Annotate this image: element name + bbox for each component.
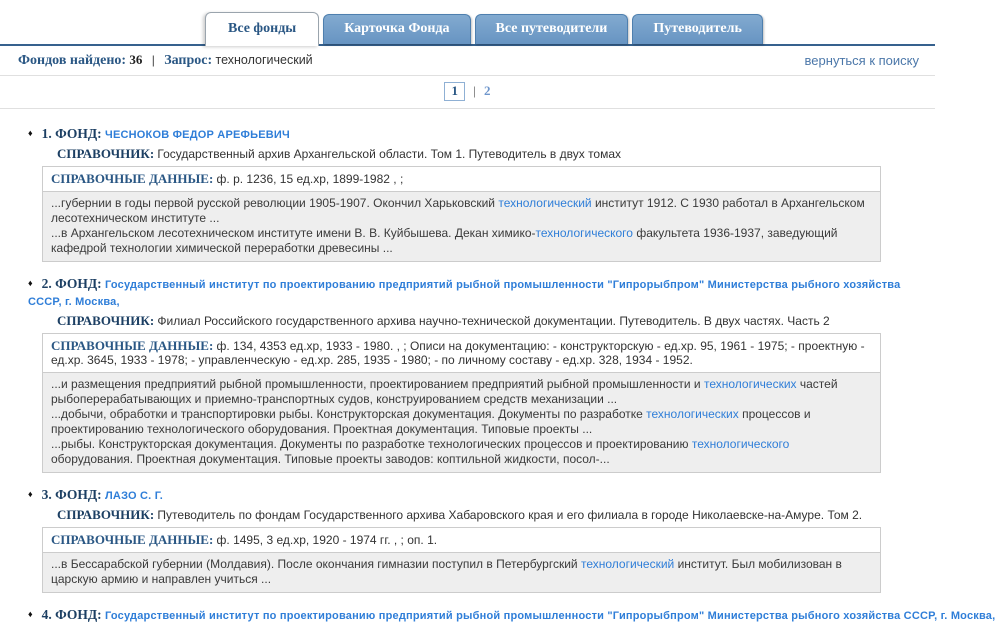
snippet-text: ...губернии в годы первой русской революции 1905-1907. Окончил Харьковский [51, 196, 499, 210]
snippet-text: институт. Был мобилизован в царскую армию и направлен учиться ... [51, 557, 842, 586]
summary-separator: | [151, 53, 155, 67]
snippets [43, 372, 880, 472]
found-label: Фондов найдено: [18, 53, 127, 68]
guide-line [57, 313, 935, 329]
snippet-line [51, 226, 872, 256]
reference-data-value: ф. 1495, 3 ед.хр, 1920 - 1974 гг. , ; оп. 1. [216, 533, 438, 547]
result-details-box [42, 333, 881, 473]
guide-label: СПРАВОЧНИК: [57, 313, 158, 328]
snippet-text: ...в Архангельском лесотехническом институте имени В. В. Куйбышева. Декан химико- [51, 226, 536, 240]
fund-name-link[interactable]: ЧЕСНОКОВ ФЕДОР АРЕФЬЕВИЧ [105, 129, 290, 141]
result-details-box [42, 166, 881, 262]
snippet-line [51, 407, 872, 437]
tab-fund-card[interactable]: Карточка Фонда [323, 14, 470, 44]
result-number: 3. [41, 487, 56, 502]
guide-line [57, 146, 935, 162]
guide-label: СПРАВОЧНИК: [57, 507, 158, 522]
guide-text: Государственный архив Архангельской области. Том 1. Путеводитель в двух томах [157, 147, 622, 161]
tab-all-guides[interactable]: Все путеводители [475, 14, 629, 44]
fund-label: ФОНД: [55, 487, 106, 502]
tab-guide[interactable]: Путеводитель [632, 14, 763, 44]
reference-data-label: СПРАВОЧНЫЕ ДАННЫЕ: [51, 338, 217, 353]
snippet-line [51, 196, 872, 226]
reference-data-value: ф. р. 1236, 15 ед.хр, 1899-1982 , ; [216, 172, 404, 186]
fund-label: ФОНД: [55, 276, 106, 291]
fund-name-link[interactable]: ЛАЗО С. Г. [105, 490, 164, 502]
reference-data-value: ф. 134, 4353 ед.хр, 1933 - 1980. , ; Описи на документацию: - конструкторскую - ед.хр. 95, 1961 - 1975; - проектную - ед.хр. 3645, 1933 - 1978; - управленческую - ед.хр. 285, 1935 - 1980; - по личному составу - ед.хр. 328, 1934 - 1952. [51, 339, 865, 367]
query-label: Запрос: [164, 53, 213, 68]
results-header [0, 46, 935, 76]
guide-text: Филиал Российского государственного архива научно-технической документации. Путеводитель. В двух частях. Часть 2 [157, 314, 830, 328]
result-item [28, 486, 935, 593]
snippet-text: процессов и проектированию технологического оборудования. Проектная документация. Типовые проекты ... [51, 407, 811, 436]
result-title [28, 275, 935, 310]
fund-name-link[interactable]: Государственный институт по проектированию предприятий рыбной промышленности "Гипрорыбпром" Министерства рыбного хозяйства СССР, г. Москва, [28, 279, 901, 308]
fund-label: ФОНД: [55, 607, 106, 622]
highlighted-term: технологического [691, 437, 790, 451]
highlighted-term: технологический [580, 557, 675, 571]
fund-name-link[interactable]: Государственный институт по проектированию предприятий рыбной промышленности "Гипрорыбпром" Министерства рыбного хозяйства СССР, г. Москва, [105, 610, 995, 622]
guide-label: СПРАВОЧНИК: [57, 146, 158, 161]
snippet-text: частей рыбоперерабатывающих и приемно-транспортных судов, конструированием средств механизации ... [51, 377, 838, 406]
page-link-2[interactable]: 2 [484, 83, 491, 98]
bullet-icon: ♦ [28, 489, 33, 499]
snippet-text: ...и размещения предприятий рыбной промышленности, проектированием предприятий рыбной промышленности и [51, 377, 704, 391]
bullet-icon: ♦ [28, 128, 33, 138]
snippet-line [51, 437, 872, 467]
results-list [0, 109, 995, 624]
highlighted-term: технологического [535, 226, 633, 240]
snippets [43, 191, 880, 261]
bullet-icon: ♦ [28, 278, 33, 288]
snippet-text: ...добычи, обработки и транспортировки рыбы. Конструкторская документация. Документы по разработке [51, 407, 647, 421]
snippet-line [51, 557, 872, 587]
snippet-text: институт 1912. С 1930 работал в Архангельском лесотехническом институте ... [51, 196, 865, 225]
highlighted-term: технологических [646, 407, 739, 421]
guide-line [57, 507, 935, 523]
reference-data [43, 528, 880, 552]
tab-bar [0, 0, 935, 46]
result-title [28, 606, 995, 624]
result-item [28, 125, 935, 262]
fund-label: ФОНД: [55, 126, 106, 141]
snippets [43, 552, 880, 592]
result-details-box [42, 527, 881, 593]
result-number: 2. [41, 276, 56, 291]
highlighted-term: технологический [498, 196, 592, 210]
page-current[interactable]: 1 [444, 82, 465, 101]
snippet-line [51, 377, 872, 407]
result-number: 1. [41, 126, 56, 141]
snippet-text: факультета 1936-1937, заведующий кафедрой технологии химической переработки древесины ... [51, 226, 838, 255]
result-title [28, 125, 935, 143]
reference-data-label: СПРАВОЧНЫЕ ДАННЫЕ: [51, 532, 217, 547]
back-to-search-link[interactable]: вернуться к поиску [804, 53, 919, 68]
snippet-text: ...в Бессарабской губернии (Молдавия). После окончания гимназии поступил в Петербургский [51, 557, 581, 571]
highlighted-term: технологических [703, 377, 797, 391]
reference-data [43, 167, 880, 191]
bullet-icon: ♦ [28, 609, 33, 619]
tab-all-funds[interactable]: Все фонды [205, 12, 319, 46]
result-item [28, 275, 935, 473]
result-item [28, 606, 995, 624]
search-summary [18, 52, 313, 69]
reference-data-label: СПРАВОЧНЫЕ ДАННЫЕ: [51, 171, 217, 186]
found-count: 36 [129, 52, 143, 67]
reference-data [43, 334, 880, 372]
snippet-text: оборудования. Проектная документация. Типовые проекты заводов: коптильной жидкости, посол-... [51, 452, 610, 466]
result-number: 4. [41, 607, 56, 622]
query-value: технологический [215, 53, 313, 67]
snippet-text: ...рыбы. Конструкторская документация. Документы по разработке технологических процессов и проектированию [51, 437, 692, 451]
pagination [0, 76, 935, 109]
page-separator: | [473, 83, 476, 98]
guide-text: Путеводитель по фондам Государственного архива Хабаровского края и его филиала в городе Николаевске-на-Амуре. Том 2. [157, 508, 863, 522]
result-title [28, 486, 935, 504]
